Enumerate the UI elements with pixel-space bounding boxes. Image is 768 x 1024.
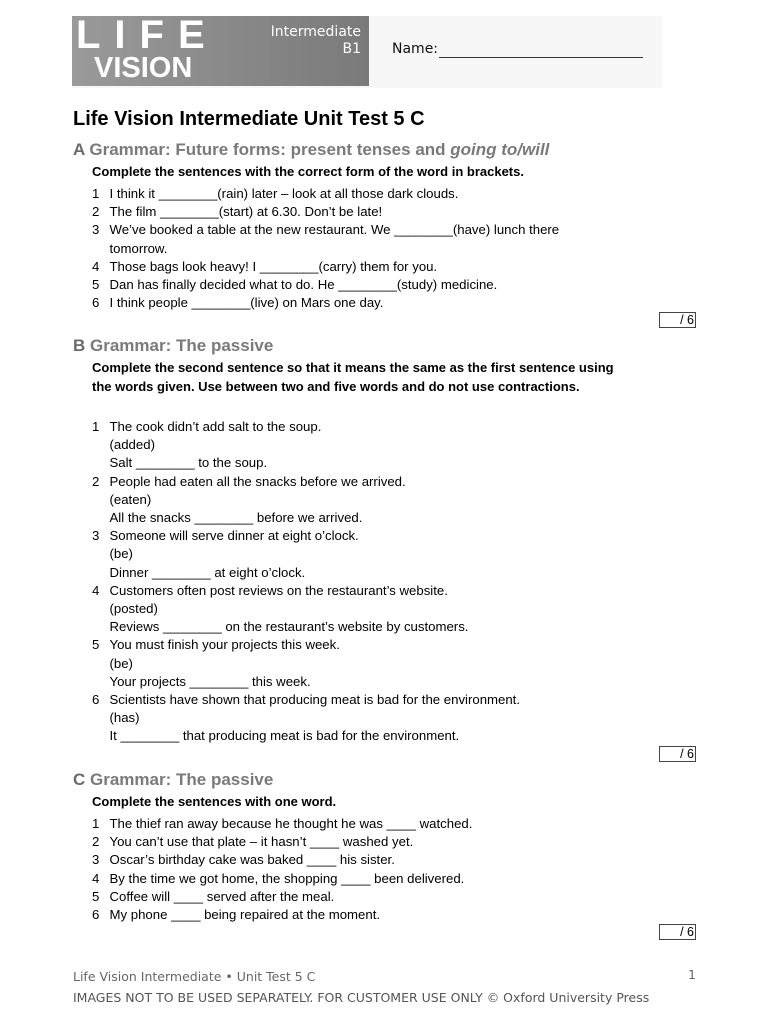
item-number: 3 (92, 528, 100, 544)
list-item (92, 203, 612, 221)
list-item (92, 418, 652, 473)
item-sentence: People had eaten all the snacks before we arrived. (109, 473, 406, 489)
level-line2: B1 (342, 41, 361, 57)
section-b-instruction: Complete the second sentence so that it means the same as the first sentence using the words given. Use between two and five words and do not use contractions. (92, 360, 614, 394)
item-text: The thief ran away because he thought he was ____ watched. (109, 816, 473, 831)
item-number: 5 (92, 637, 100, 653)
section-c-list (92, 815, 652, 924)
item-number: 4 (92, 258, 100, 274)
list-item (92, 258, 612, 276)
footer-copyright: IMAGES NOT TO BE USED SEPARATELY. FOR CUSTOMER USE ONLY © Oxford University Press (73, 990, 650, 1005)
section-a-heading (73, 140, 549, 160)
list-item (92, 276, 612, 294)
item-text: My phone ____ being repaired at the moment. (109, 907, 381, 923)
name-field[interactable] (439, 57, 643, 58)
item-number: 2 (92, 473, 100, 489)
list-item (92, 851, 652, 869)
list-item (92, 221, 612, 257)
item-number: 6 (92, 692, 100, 708)
item-number: 6 (92, 295, 100, 311)
item-text: Oscar’s birthday cake was baked ____ his sister. (109, 852, 395, 868)
list-item (92, 636, 652, 691)
page-number: 1 (688, 967, 696, 982)
section-c-heading (73, 770, 273, 790)
section-b-title: Grammar: The passive (90, 336, 274, 355)
item-text: You can’t use that plate – it hasn’t ____ washed yet. (109, 834, 414, 850)
section-b-heading (73, 336, 273, 356)
item-number: 1 (92, 816, 100, 831)
section-a-list (92, 185, 612, 312)
list-item (92, 906, 652, 924)
section-c-title: Grammar: The passive (90, 770, 274, 789)
item-answer-line: Reviews ________ on the restaurant’s website by customers. (109, 619, 469, 635)
item-text: Dan has finally decided what to do. He ________(study) medicine. (109, 277, 498, 293)
item-number: 4 (92, 582, 100, 598)
item-keyword: (posted) (109, 601, 158, 617)
item-text: By the time we got home, the shopping ____ been delivered. (109, 870, 465, 886)
section-b-score-box: / 6 (659, 746, 696, 762)
item-answer-line: Salt ________ to the soup. (109, 455, 268, 471)
item-sentence: The cook didn’t add salt to the soup. (109, 419, 322, 434)
item-text: Coffee will ____ served after the meal. (109, 888, 335, 904)
section-b-list (92, 418, 652, 746)
item-answer-line: It ________ that producing meat is bad for the environment. (109, 728, 460, 744)
item-keyword: (be) (109, 655, 133, 671)
item-keyword: (be) (109, 546, 133, 562)
item-text: We’ve booked a table at the new restaurant. We ________(have) lunch there tomorrow. (109, 222, 560, 256)
item-text: I think people ________(live) on Mars one day. (109, 295, 384, 311)
item-sentence: Scientists have shown that producing meat is bad for the environment. (109, 692, 521, 708)
item-keyword: (added) (109, 437, 155, 453)
section-a-instruction: Complete the sentences with the correct form of the word in brackets. (92, 164, 524, 179)
section-c-letter: C (73, 770, 86, 789)
item-answer-line: Your projects ________ this week. (109, 673, 311, 689)
item-number: 2 (92, 834, 100, 850)
item-text: The film ________(start) at 6.30. Don’t be late! (109, 204, 383, 220)
item-keyword: (eaten) (109, 491, 152, 507)
name-label: Name: (392, 41, 439, 57)
list-item (92, 294, 612, 312)
logo-line1: LIFE (76, 13, 219, 57)
item-number: 3 (92, 222, 100, 238)
page-title: Life Vision Intermediate Unit Test 5 C (73, 108, 425, 130)
level-line1: Intermediate (270, 24, 361, 40)
item-number: 6 (92, 907, 100, 923)
item-keyword: (has) (109, 710, 140, 726)
item-text: Those bags look heavy! I ________(carry) them for you. (109, 258, 438, 274)
section-a-score-box: / 6 (659, 312, 696, 328)
footer-title: Life Vision Intermediate • Unit Test 5 C (73, 969, 316, 984)
section-a-title-italic: going to/will (450, 140, 550, 159)
section-a-title: Grammar: Future forms: present tenses and (89, 140, 451, 159)
section-c-instruction: Complete the sentences with one word. (92, 794, 337, 809)
item-number: 5 (92, 888, 100, 904)
section-b-letter: B (73, 336, 86, 355)
item-number: 3 (92, 852, 100, 868)
item-text: I think it ________(rain) later – look at all those dark clouds. (109, 186, 459, 201)
section-a-letter: A (73, 140, 85, 159)
item-number: 2 (92, 204, 100, 220)
list-item (92, 870, 652, 888)
item-sentence: Someone will serve dinner at eight o’clock. (109, 528, 359, 544)
logo-line2: VISION (94, 52, 193, 84)
item-number: 5 (92, 277, 100, 293)
item-number: 1 (92, 419, 100, 434)
item-sentence: Customers often post reviews on the restaurant’s website. (109, 582, 448, 598)
level-label (271, 24, 361, 58)
list-item (92, 582, 652, 637)
item-answer-line: Dinner ________ at eight o’clock. (109, 564, 306, 580)
list-item (92, 815, 652, 833)
item-answer-line: All the snacks ________ before we arrived. (109, 510, 363, 526)
list-item (92, 888, 652, 906)
list-item (92, 833, 652, 851)
section-c-score-box: / 6 (659, 924, 696, 940)
list-item (92, 185, 612, 203)
item-number: 4 (92, 870, 100, 886)
item-number: 1 (92, 186, 100, 201)
list-item (92, 691, 652, 746)
list-item (92, 473, 652, 528)
life-vision-logo (72, 13, 369, 86)
list-item (92, 527, 652, 582)
item-sentence: You must finish your projects this week. (109, 637, 340, 653)
